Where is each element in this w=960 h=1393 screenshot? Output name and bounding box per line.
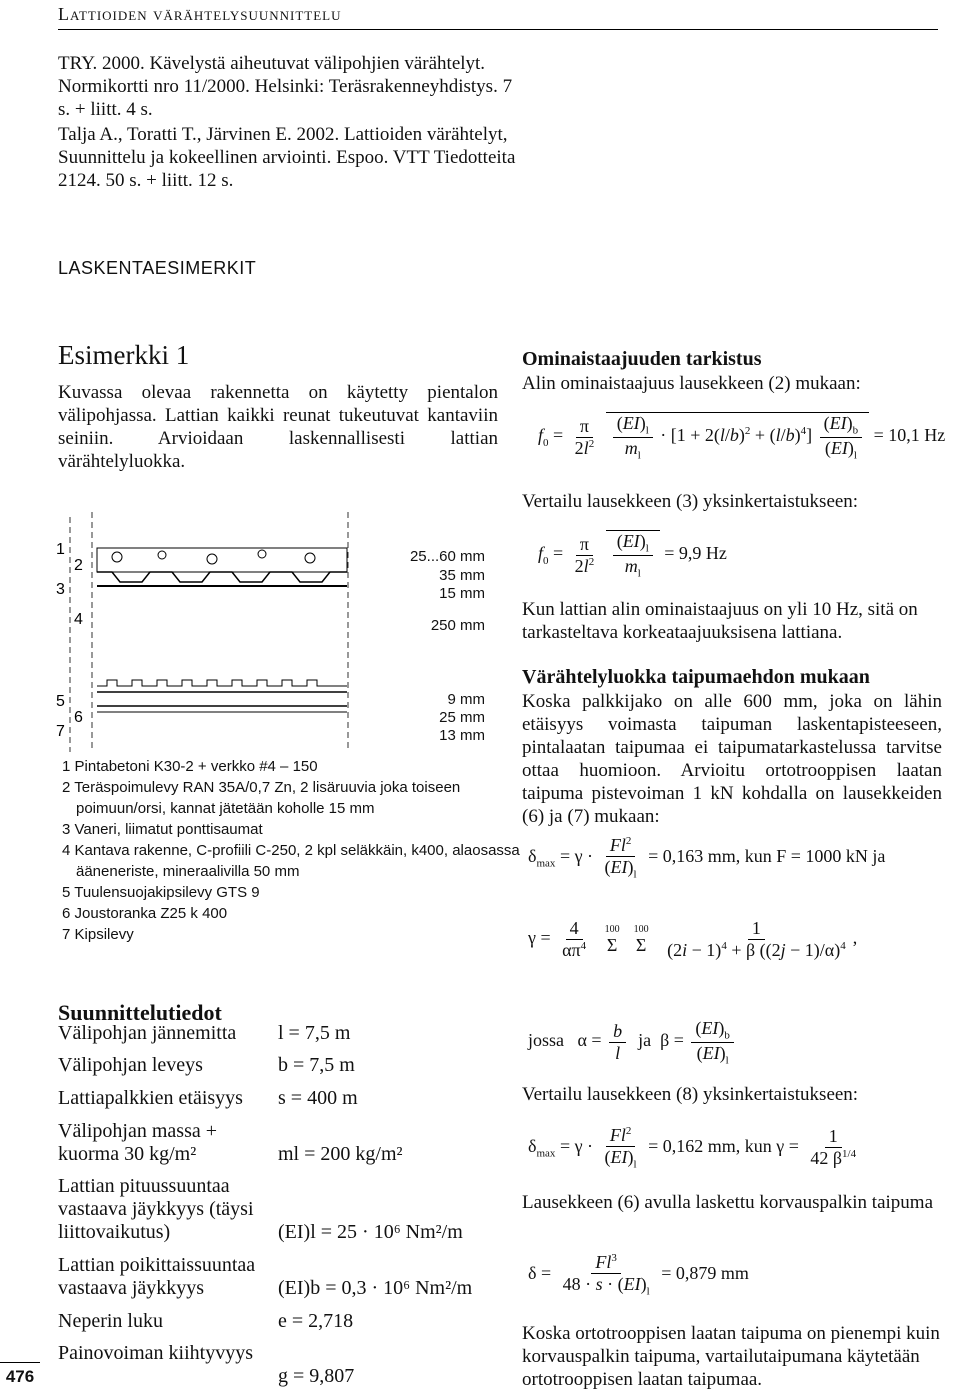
references (58, 52, 518, 194)
eq5-result: = 0,162 mm, kun (648, 1135, 772, 1156)
equation-delta-simple: $\delta_{max} = \gamma$ · $\frac{Fl^2}{(EI)_l}$ = 0,162 mm, kun γ = $\frac{1}{42 \beta^{1/4}}$ (528, 1125, 857, 1171)
design-value: (EI)l = 25 · 10⁶ Nm²/m (278, 1221, 463, 1243)
figure-label: 2 (74, 557, 83, 574)
running-title: Lattioiden värähtelysuunnittelu (58, 4, 938, 30)
design-value: s = 400 m (278, 1087, 358, 1109)
freq-intro: Alin ominaistaajuus lausekkeen (2) mukaan: (522, 373, 861, 394)
equation-f0-full: $f_0$ = $\frac{\pi}{2l^2}$ $\frac{(EI)_l}{m_l}$ · $[1 + 2(l/b)^2 + (l/b)^4]$ $\frac{(EI)_b}{(EI)_l}$ = 10,1 Hz (538, 413, 946, 462)
figure-label: 5 (56, 693, 65, 710)
equation-gamma: γ = $\frac{4}{\alpha\pi^4}$ 100 Σ 100 Σ $\frac{1}{(2i - 1)^4 + \beta ((2j - 1)/\alpha)^4}$ , (528, 918, 858, 960)
legend-item: 5 Tuulensuojakipsilevy GTS 9 (62, 884, 260, 901)
design-label: Lattian pituussuuntaa vastaava jäykkyys (täysi liittovaikutus) (58, 1175, 254, 1243)
legend-item: 7 Kipsilevy (62, 926, 134, 943)
eq4-ja: ja (638, 1030, 652, 1051)
compare-8: Vertailu lausekkeen (8) yksinkertaistukseen: (522, 1084, 859, 1105)
figure-label: 4 (74, 611, 83, 628)
figure-label: 3 (56, 581, 65, 598)
equation-delta-max: $\delta_{max} = \gamma$ · $\frac{Fl^2}{(EI)_l}$ = 0,163 mm, kun F = 1000 kN ja (528, 835, 886, 881)
design-label: Neperin luku (58, 1310, 163, 1332)
dimension-label: 35 mm (439, 567, 485, 584)
design-value: ml = 200 kg/m² (278, 1143, 403, 1165)
class-text: Koska palkkijako on alle 600 mm, joka on lähin etäisyys voimasta taipuman laskentapisteeseen, pintalaatan taipumaa ei taipumatarkastelussa tarvitse ottaa huomioon. Arvioitu ortotrooppisen laatan taipuma pistevoiman 1 kN kohdalla on lausekkeiden (6) ja (7) mukaan: (522, 691, 942, 827)
design-value: l = 7,5 m (278, 1022, 351, 1044)
dimension-label: 9 mm (447, 691, 485, 708)
design-value: g = 9,807 (278, 1365, 355, 1387)
class-heading: Värähtelyluokka taipumaehdon mukaan (522, 666, 870, 688)
compare-3: Vertailu lausekkeen (3) yksinkertaistukseen: (522, 491, 859, 512)
eq6-result: = 0,879 mm (661, 1262, 749, 1283)
equation-alpha-beta: jossa α = $\frac{b}{l}$ ja β = $\frac{(EI)_b}{(EI)_l}$ (528, 1018, 737, 1066)
deflection-text: Lausekkeen (6) avulla laskettu korvauspalkin taipuma (522, 1192, 934, 1213)
freq-heading: Ominaistaajuuden tarkistus (522, 348, 762, 370)
dimension-label: 13 mm (439, 727, 485, 744)
eq2-result: = 9,9 Hz (664, 543, 727, 564)
figure-legend (62, 756, 522, 945)
legend-item: 3 Vaneri, liimatut ponttisaumat (62, 821, 263, 838)
design-value: b = 7,5 m (278, 1054, 355, 1076)
design-label: Lattian poikittaissuuntaa vastaava jäykkyys (58, 1254, 256, 1299)
design-label: Välipohjan jännemitta (58, 1022, 237, 1044)
sum-upper-limit: 100 (633, 923, 649, 935)
sum-upper-limit: 100 (604, 923, 620, 935)
dimension-label: 250 mm (430, 617, 485, 634)
legend-item: 6 Joustoranka Z25 k 400 (62, 905, 228, 922)
dimension-label: 15 mm (439, 585, 485, 602)
eq4-jossa: jossa (528, 1030, 564, 1051)
eq1-result: = 10,1 Hz (873, 425, 946, 446)
figure-label: 1 (56, 541, 65, 558)
design-value: e = 2,718 (278, 1310, 354, 1332)
design-value: (EI)b = 0,3 · 10⁶ Nm²/m (278, 1277, 473, 1299)
legend-item: 2 Teräspoimulevy RAN 35A/0,7 Zn, 2 lisäruuvia joka toiseen poimuun/orsi, kannat jätetään koholle 15 mm (62, 779, 461, 817)
design-label: Painovoiman kiihtyvyys (58, 1342, 253, 1364)
page-number: 476 (0, 1362, 40, 1391)
section-heading: LASKENTAESIMERKIT (58, 258, 257, 278)
dimension-label: 25 mm (439, 709, 485, 726)
equation-delta-beam: δ = $\frac{Fl^3}{48 \cdot s \cdot (EI)_l}$ = 0,879 mm (528, 1252, 749, 1298)
figure-label: 6 (74, 709, 83, 726)
reference-item: TRY. 2000. Kävelystä aiheutuvat välipohjien värähtelyt. Normikortti nro 11/2000. Helsinki: Teräsrakenneyhdistys. 7 s. + liitt. 4 s. (58, 53, 513, 120)
legend-item: 4 Kantava rakenne, C-profiili C-250, 2 kpl seläkkäin, k400, alaosassa ääneneriste, mineraalivilla 50 mm (62, 842, 520, 880)
dimension-label: 25...60 mm (409, 548, 485, 565)
design-label: Välipohjan leveys (58, 1054, 203, 1076)
example-text: Kuvassa olevaa rakennetta on käytetty pientalon välipohjassa. Lattian kaikki reunat tukeutuvat kantaviin seiniin. Arvioidaan laskennallisesti lattian värähtelyluokka. (58, 382, 498, 472)
design-label: Välipohjan massa + kuorma 30 kg/m² (58, 1120, 218, 1165)
eq3-result: = 0,163 mm, kun F = 1000 kN ja (648, 845, 886, 866)
figure-label: 7 (56, 723, 65, 740)
reference-item: Talja A., Toratti T., Järvinen E. 2002. Lattioiden värähtelyt, Suunnittelu ja kokeellinen arviointi. Espoo. VTT Tiedotteita 2124. 50 s. + liitt. 12 s. (58, 124, 516, 191)
freq-conclusion: Kun lattian alin ominaistaajuus on yli 10 Hz, sitä on tarkasteltava korkeataajuuksisena lattiana. (522, 599, 918, 643)
final-text: Koska ortotrooppisen laatan taipuma on pienempi kuin korvauspalkin taipuma, vartailutaipumana käytetään ortotrooppisen laatan taipumaa. (522, 1323, 940, 1390)
equation-f0-simple: $f_0$ = $\frac{\pi}{2l^2}$ $\frac{(EI)_l}{m_l}$ = 9,9 Hz (538, 531, 727, 580)
example-title: Esimerkki 1 (58, 340, 190, 370)
design-data-title: Suunnittelutiedot (58, 1000, 222, 1025)
legend-item: 1 Pintabetoni K30-2 + verkko #4 – 150 (62, 758, 318, 775)
design-label: Lattiapalkkien etäisyys (58, 1087, 243, 1109)
